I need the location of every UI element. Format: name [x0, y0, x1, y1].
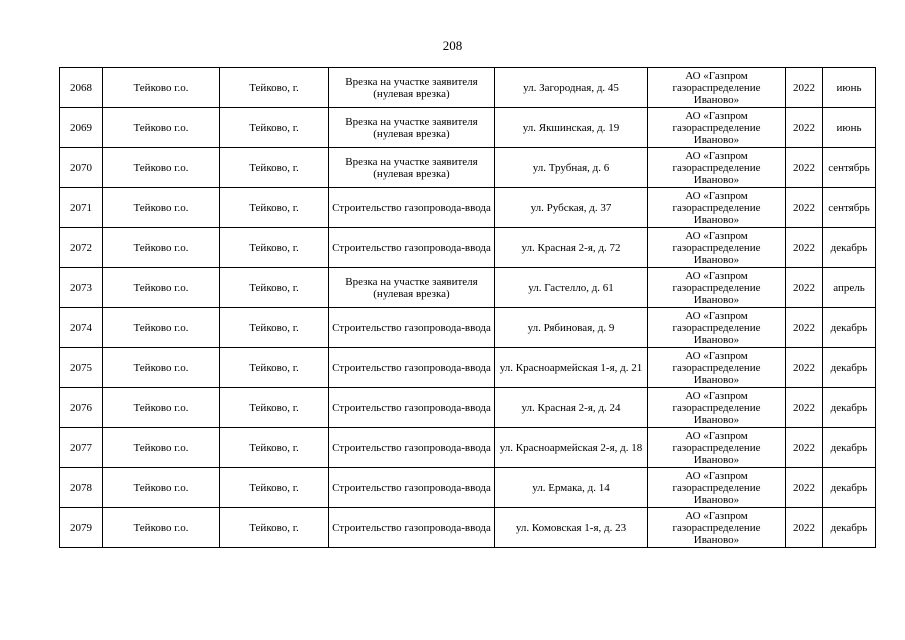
work-type-cell: Строительство газопровода-ввода: [329, 308, 495, 348]
locality-cell: Тейково, г.: [220, 108, 329, 148]
organization-cell: АО «Газпром газораспределение Иваново»: [648, 228, 786, 268]
district-cell: Тейково г.о.: [103, 468, 220, 508]
locality-cell: Тейково, г.: [220, 228, 329, 268]
year-cell: 2022: [786, 148, 823, 188]
month-cell: июнь: [823, 68, 876, 108]
row-number: 2078: [60, 468, 103, 508]
month-cell: декабрь: [823, 388, 876, 428]
month-cell: сентябрь: [823, 148, 876, 188]
year-cell: 2022: [786, 508, 823, 548]
work-type-cell: Строительство газопровода-ввода: [329, 388, 495, 428]
work-type-cell: Строительство газопровода-ввода: [329, 468, 495, 508]
table-row: [60, 148, 876, 188]
row-number: 2073: [60, 268, 103, 308]
district-cell: Тейково г.о.: [103, 108, 220, 148]
organization-cell: АО «Газпром газораспределение Иваново»: [648, 188, 786, 228]
address-cell: ул. Комовская 1-я, д. 23: [495, 508, 648, 548]
row-number: 2074: [60, 308, 103, 348]
year-cell: 2022: [786, 68, 823, 108]
district-cell: Тейково г.о.: [103, 428, 220, 468]
month-cell: декабрь: [823, 508, 876, 548]
gasification-table: [59, 67, 876, 548]
organization-cell: АО «Газпром газораспределение Иваново»: [648, 388, 786, 428]
month-cell: декабрь: [823, 468, 876, 508]
month-cell: июнь: [823, 108, 876, 148]
address-cell: ул. Красноармейская 2-я, д. 18: [495, 428, 648, 468]
address-cell: ул. Красноармейская 1-я, д. 21: [495, 348, 648, 388]
locality-cell: Тейково, г.: [220, 388, 329, 428]
year-cell: 2022: [786, 268, 823, 308]
district-cell: Тейково г.о.: [103, 268, 220, 308]
district-cell: Тейково г.о.: [103, 348, 220, 388]
row-number: 2069: [60, 108, 103, 148]
year-cell: 2022: [786, 108, 823, 148]
work-type-cell: Строительство газопровода-ввода: [329, 428, 495, 468]
row-number: 2071: [60, 188, 103, 228]
work-type-cell: Строительство газопровода-ввода: [329, 508, 495, 548]
month-cell: декабрь: [823, 348, 876, 388]
month-cell: сентябрь: [823, 188, 876, 228]
organization-cell: АО «Газпром газораспределение Иваново»: [648, 268, 786, 308]
work-type-cell: Врезка на участке заявителя (нулевая врезка): [329, 68, 495, 108]
month-cell: апрель: [823, 268, 876, 308]
table-body: [60, 68, 876, 548]
page-number: 208: [442, 38, 463, 53]
year-cell: 2022: [786, 228, 823, 268]
address-cell: ул. Рябиновая, д. 9: [495, 308, 648, 348]
work-type-cell: Врезка на участке заявителя (нулевая врезка): [329, 268, 495, 308]
work-type-cell: Строительство газопровода-ввода: [329, 348, 495, 388]
month-cell: декабрь: [823, 308, 876, 348]
address-cell: ул. Трубная, д. 6: [495, 148, 648, 188]
locality-cell: Тейково, г.: [220, 268, 329, 308]
table-row: [60, 188, 876, 228]
row-number: 2076: [60, 388, 103, 428]
organization-cell: АО «Газпром газораспределение Иваново»: [648, 108, 786, 148]
address-cell: ул. Гастелло, д. 61: [495, 268, 648, 308]
locality-cell: Тейково, г.: [220, 188, 329, 228]
table-row: [60, 388, 876, 428]
work-type-cell: Врезка на участке заявителя (нулевая врезка): [329, 108, 495, 148]
organization-cell: АО «Газпром газораспределение Иваново»: [648, 468, 786, 508]
locality-cell: Тейково, г.: [220, 508, 329, 548]
year-cell: 2022: [786, 188, 823, 228]
address-cell: ул. Красная 2-я, д. 24: [495, 388, 648, 428]
locality-cell: Тейково, г.: [220, 348, 329, 388]
address-cell: ул. Красная 2-я, д. 72: [495, 228, 648, 268]
district-cell: Тейково г.о.: [103, 308, 220, 348]
district-cell: Тейково г.о.: [103, 228, 220, 268]
organization-cell: АО «Газпром газораспределение Иваново»: [648, 68, 786, 108]
locality-cell: Тейково, г.: [220, 428, 329, 468]
organization-cell: АО «Газпром газораспределение Иваново»: [648, 508, 786, 548]
table-row: [60, 348, 876, 388]
table-row: [60, 108, 876, 148]
organization-cell: АО «Газпром газораспределение Иваново»: [648, 348, 786, 388]
work-type-cell: Врезка на участке заявителя (нулевая врезка): [329, 148, 495, 188]
row-number: 2077: [60, 428, 103, 468]
table-row: [60, 428, 876, 468]
district-cell: Тейково г.о.: [103, 68, 220, 108]
district-cell: Тейково г.о.: [103, 188, 220, 228]
row-number: 2079: [60, 508, 103, 548]
table-row: [60, 508, 876, 548]
table-row: [60, 468, 876, 508]
table-row: [60, 68, 876, 108]
locality-cell: Тейково, г.: [220, 68, 329, 108]
organization-cell: АО «Газпром газораспределение Иваново»: [648, 308, 786, 348]
address-cell: ул. Ермака, д. 14: [495, 468, 648, 508]
address-cell: ул. Загородная, д. 45: [495, 68, 648, 108]
table-row: [60, 268, 876, 308]
year-cell: 2022: [786, 308, 823, 348]
district-cell: Тейково г.о.: [103, 388, 220, 428]
locality-cell: Тейково, г.: [220, 148, 329, 188]
row-number: 2068: [60, 68, 103, 108]
district-cell: Тейково г.о.: [103, 508, 220, 548]
address-cell: ул. Якшинская, д. 19: [495, 108, 648, 148]
year-cell: 2022: [786, 388, 823, 428]
month-cell: декабрь: [823, 428, 876, 468]
month-cell: декабрь: [823, 228, 876, 268]
table-row: [60, 308, 876, 348]
address-cell: ул. Рубская, д. 37: [495, 188, 648, 228]
row-number: 2072: [60, 228, 103, 268]
row-number: 2070: [60, 148, 103, 188]
organization-cell: АО «Газпром газораспределение Иваново»: [648, 428, 786, 468]
district-cell: Тейково г.о.: [103, 148, 220, 188]
work-type-cell: Строительство газопровода-ввода: [329, 188, 495, 228]
year-cell: 2022: [786, 468, 823, 508]
year-cell: 2022: [786, 428, 823, 468]
organization-cell: АО «Газпром газораспределение Иваново»: [648, 148, 786, 188]
locality-cell: Тейково, г.: [220, 468, 329, 508]
table-row: [60, 228, 876, 268]
locality-cell: Тейково, г.: [220, 308, 329, 348]
year-cell: 2022: [786, 348, 823, 388]
row-number: 2075: [60, 348, 103, 388]
work-type-cell: Строительство газопровода-ввода: [329, 228, 495, 268]
